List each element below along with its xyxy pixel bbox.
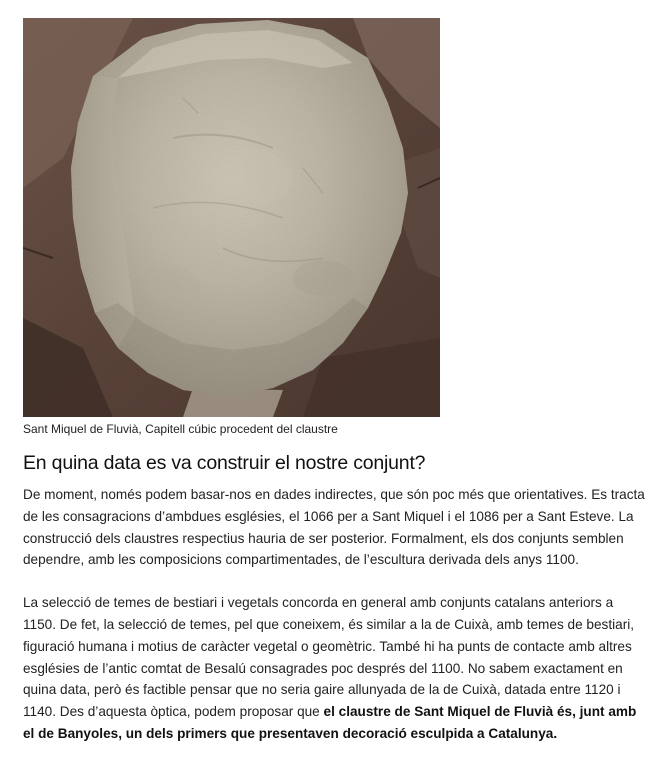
capital-photo <box>23 18 440 417</box>
paragraph-2 <box>23 592 645 745</box>
photo-caption: Sant Miquel de Fluvià, Capitell cúbic procedent del claustre <box>23 422 338 436</box>
paragraph-2-text: La selecció de temes de bestiari i vegetals concorda en general amb conjunts catalans anteriors a 1150. De fet, la selecció de temes, pel que coneixem, és similar a la de Cuixà, amb temes de bestiari, figuració humana i motius de caràcter vegetal o geomètric. També hi ha punts de contacte amb altres esglésies de l’antic comtat de Besalú consagrades poc després del 1100. No sabem exactament en quina data, però és factible pensar que no seria gaire allunyada de la de Cuixà, datada entre 1120 i 1140. Des d’aquesta òptica, podem proposar que <box>23 595 635 720</box>
article-content <box>23 18 643 745</box>
paragraph-1: De moment, només podem basar-nos en dades indirectes, que són poc més que orientatives. Es tracta de les consagracions d’ambdues esglésies, el 1066 per a Sant Miquel i el 1086 per a Sant Esteve. La construcció dels claustres respectius hauria de ser posterior. Formalment, els dos conjunts semblen dependre, amb les composicions compartimentades, de l’escultura derivada dels anys 1100. <box>23 487 645 568</box>
paragraph-2-bold: el claustre de Sant Miquel de Fluvià és, junt amb el de Banyoles, un dels primers que presentaven decoració esculpida a Catalunya. <box>23 704 637 741</box>
section-heading: En quina data es va construir el nostre conjunt? <box>23 452 426 474</box>
